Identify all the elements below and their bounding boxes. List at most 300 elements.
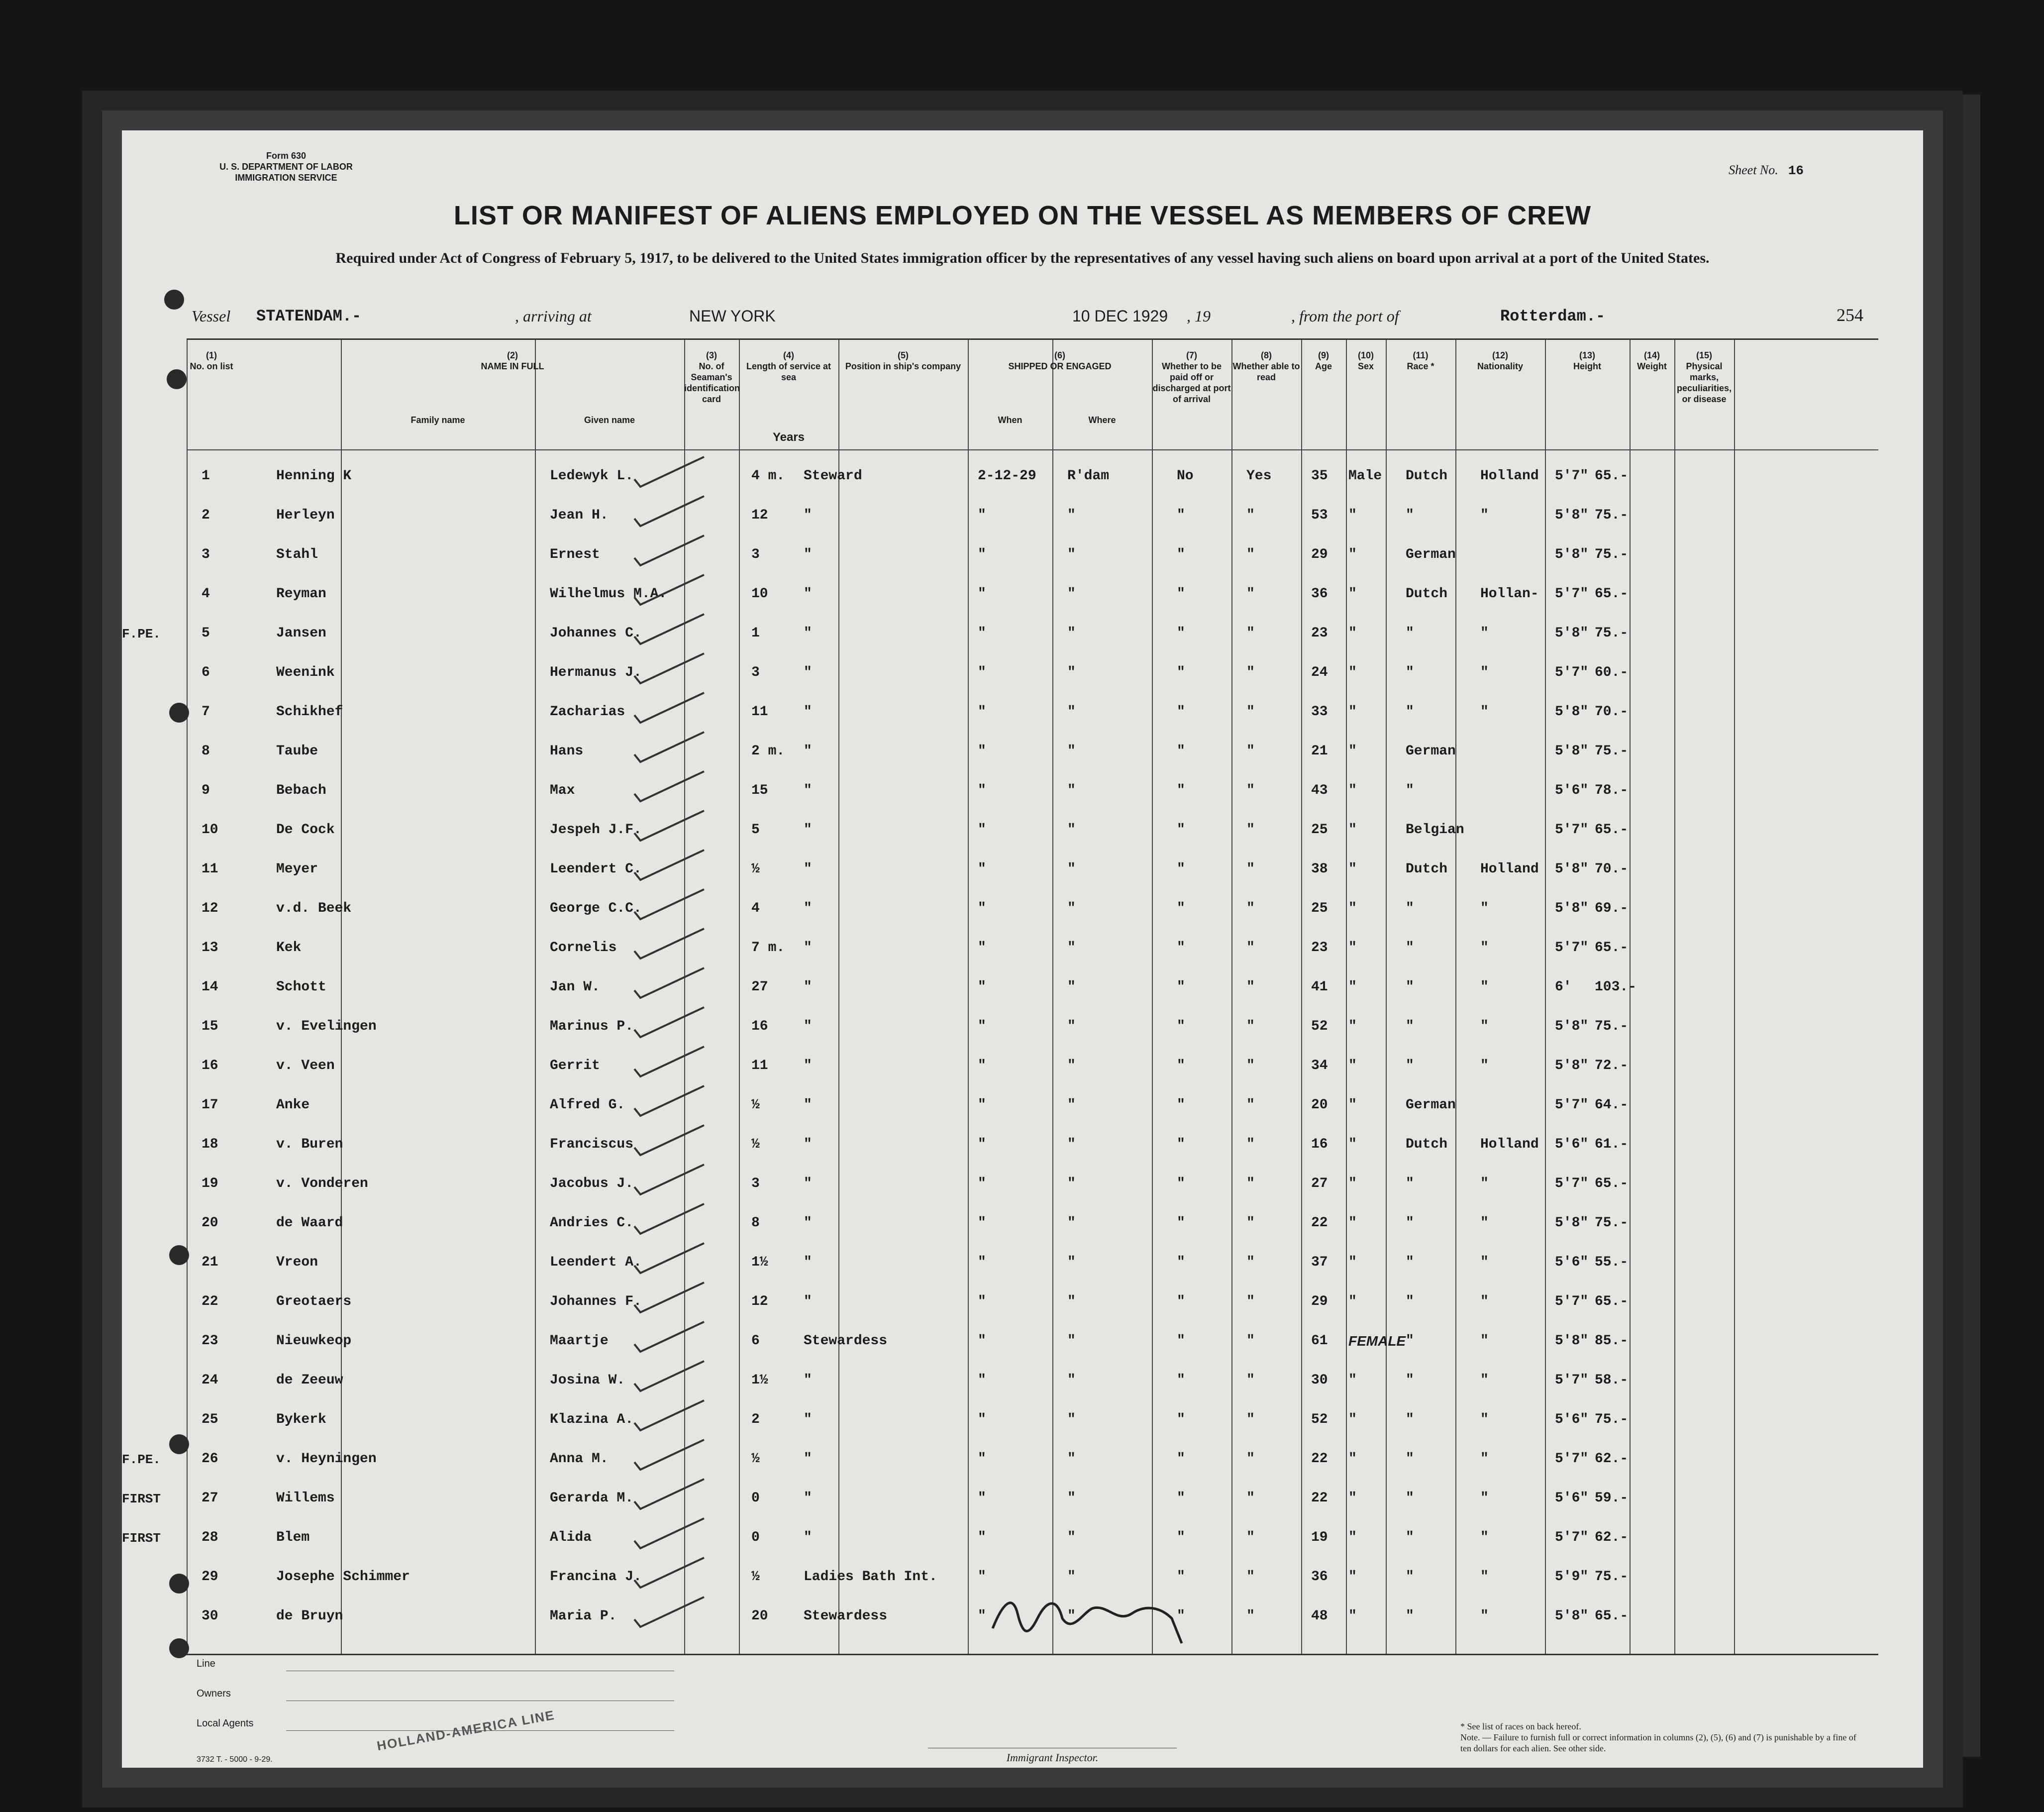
- column-number: (13): [1579, 350, 1595, 360]
- family-name: Bebach: [276, 783, 326, 798]
- column-header: [739, 350, 838, 383]
- column-header: [187, 350, 236, 372]
- arriving-label: , arriving at: [515, 307, 592, 325]
- able-to-read: ": [1246, 901, 1255, 916]
- height: 5'8": [1555, 547, 1589, 562]
- punch-hole: [169, 1245, 189, 1265]
- paid-off: ": [1177, 1491, 1185, 1506]
- able-to-read: ": [1246, 1294, 1255, 1309]
- shipped-when: ": [978, 547, 986, 562]
- sex: FEMALE: [1348, 1333, 1406, 1349]
- paid-off: ": [1177, 901, 1185, 916]
- length-of-service: 6: [751, 1333, 760, 1349]
- shipped-where: ": [1067, 586, 1076, 602]
- height: 5'7": [1555, 1294, 1589, 1309]
- ship-position: ": [804, 940, 812, 956]
- paid-off: ": [1177, 547, 1185, 562]
- column-rule: [838, 340, 839, 1654]
- length-of-service: 27: [751, 979, 768, 995]
- nationality: ": [1480, 1530, 1489, 1545]
- row-number: 30: [202, 1608, 218, 1624]
- length-of-service: 8: [751, 1215, 760, 1231]
- length-of-service: 7 m.: [751, 940, 785, 956]
- sex: ": [1348, 1569, 1357, 1585]
- column-rule: [1346, 340, 1347, 1654]
- id-card-check-icon: [629, 688, 719, 728]
- column-label: Weight: [1637, 361, 1667, 371]
- given-name: Leendert A.: [550, 1255, 642, 1270]
- height: 5'8": [1555, 1333, 1589, 1349]
- family-name: v. Evelingen: [276, 1019, 377, 1034]
- shipped-where: ": [1067, 1333, 1076, 1349]
- shipped-when: ": [978, 1294, 986, 1309]
- service-name: IMMIGRATION SERVICE: [235, 173, 337, 183]
- family-name: Schott: [276, 979, 326, 995]
- family-name: Stahl: [276, 547, 318, 562]
- height: 5'8": [1555, 861, 1589, 877]
- age: 27: [1311, 1176, 1328, 1191]
- paid-off: ": [1177, 744, 1185, 759]
- family-name: v. Vonderen: [276, 1176, 368, 1191]
- margin-note: F.PE.: [122, 627, 161, 641]
- given-name: Franciscus: [550, 1137, 634, 1152]
- weight: 60.-: [1595, 665, 1629, 680]
- margin-note: F.PE.: [122, 1452, 161, 1467]
- vessel-name: STATENDAM.-: [256, 307, 362, 325]
- given-name: Maartje: [550, 1333, 609, 1349]
- length-of-service: 11: [751, 704, 768, 720]
- able-to-read: ": [1246, 626, 1255, 641]
- shipped-where: ": [1067, 665, 1076, 680]
- able-to-read: Yes: [1246, 468, 1272, 484]
- able-to-read: ": [1246, 1215, 1255, 1231]
- weight: 75.-: [1595, 744, 1629, 759]
- column-label: Length of service at sea: [746, 361, 831, 382]
- age: 21: [1311, 744, 1328, 759]
- family-name: Willems: [276, 1491, 335, 1506]
- length-of-service: 1½: [751, 1373, 768, 1388]
- family-name: de Bruyn: [276, 1608, 343, 1624]
- shipped-where: ": [1067, 1530, 1076, 1545]
- sex: ": [1348, 704, 1357, 720]
- family-name: Vreon: [276, 1255, 318, 1270]
- column-label: NAME IN FULL: [481, 361, 544, 371]
- weight: 61.-: [1595, 1137, 1629, 1152]
- given-name: Hermanus J.: [550, 665, 642, 680]
- given-name: Alida: [550, 1530, 592, 1545]
- length-of-service: 16: [751, 1019, 768, 1034]
- column-header: [341, 350, 684, 372]
- paid-off: ": [1177, 665, 1185, 680]
- given-name: Leendert C.: [550, 861, 642, 877]
- column-label: Family name: [410, 415, 465, 425]
- given-name: Maria P.: [550, 1608, 617, 1624]
- sex: ": [1348, 1294, 1357, 1309]
- given-name: Gerrit: [550, 1058, 600, 1073]
- length-of-service: ½: [751, 1451, 760, 1467]
- column-label: Position in ship's company: [845, 361, 961, 371]
- given-name: Ledewyk L.: [550, 468, 634, 484]
- shipped-when: ": [978, 1255, 986, 1270]
- id-card-check-icon: [629, 452, 719, 492]
- sex: ": [1348, 901, 1357, 916]
- column-label: Whether to be paid off or discharged at port of arrival: [1152, 361, 1231, 404]
- nationality: ": [1480, 665, 1489, 680]
- sex: ": [1348, 1019, 1357, 1034]
- column-label: Physical marks, peculiarities, or disease: [1676, 361, 1732, 404]
- race: ": [1406, 901, 1414, 916]
- column-number: (2): [507, 350, 518, 360]
- race: ": [1406, 1215, 1414, 1231]
- id-card-check-icon: [629, 1435, 719, 1475]
- age: 25: [1311, 901, 1328, 916]
- manifest-sheet: [122, 130, 1923, 1768]
- race: ": [1406, 1294, 1414, 1309]
- weight: 75.-: [1595, 1569, 1629, 1585]
- paid-off: ": [1177, 1530, 1185, 1545]
- column-number: (12): [1492, 350, 1508, 360]
- shipped-where: ": [1067, 1412, 1076, 1427]
- age: 25: [1311, 822, 1328, 838]
- given-name: Klazina A.: [550, 1412, 634, 1427]
- race: ": [1406, 1019, 1414, 1034]
- ship-position: ": [804, 979, 812, 995]
- height: 5'6": [1555, 1137, 1589, 1152]
- weight: 58.-: [1595, 1373, 1629, 1388]
- length-of-service: 10: [751, 586, 768, 602]
- age: 19: [1311, 1530, 1328, 1545]
- row-number: 19: [202, 1176, 218, 1191]
- id-card-check-icon: [629, 1356, 719, 1396]
- height: 5'7": [1555, 1097, 1589, 1113]
- age: 22: [1311, 1215, 1328, 1231]
- able-to-read: ": [1246, 783, 1255, 798]
- column-rule: [187, 340, 188, 1654]
- column-label: Given name: [584, 415, 635, 425]
- shipped-where: ": [1067, 1255, 1076, 1270]
- ship-position: ": [804, 547, 812, 562]
- column-rule: [1231, 340, 1232, 1654]
- height: 5'9": [1555, 1569, 1589, 1585]
- family-name: Henning K: [276, 468, 352, 484]
- id-card-check-icon: [629, 1160, 719, 1199]
- shipped-where: ": [1067, 704, 1076, 720]
- given-name: Zacharias: [550, 704, 625, 720]
- footnote-races: * See list of races on back hereof.: [1460, 1721, 1581, 1731]
- race: Dutch: [1406, 586, 1448, 602]
- shipped-when: ": [978, 665, 986, 680]
- column-label: Age: [1315, 361, 1332, 371]
- line-label: Line: [197, 1658, 215, 1669]
- length-of-service: 12: [751, 1294, 768, 1309]
- footnote: [1460, 1721, 1858, 1754]
- shipped-where: ": [1067, 744, 1076, 759]
- nationality: ": [1480, 704, 1489, 720]
- row-number: 17: [202, 1097, 218, 1113]
- able-to-read: ": [1246, 1137, 1255, 1152]
- paid-off: ": [1177, 1176, 1185, 1191]
- given-name: Max: [550, 783, 575, 798]
- ship-position: ": [804, 744, 812, 759]
- able-to-read: ": [1246, 1451, 1255, 1467]
- column-number: (5): [898, 350, 909, 360]
- row-number: 23: [202, 1333, 218, 1349]
- given-name: George C.C.: [550, 901, 642, 916]
- ship-position: ": [804, 1215, 812, 1231]
- shipped-where: ": [1067, 1097, 1076, 1113]
- age: 23: [1311, 940, 1328, 956]
- nationality: ": [1480, 1373, 1489, 1388]
- margin-note: FIRST: [122, 1531, 161, 1546]
- age: 36: [1311, 1569, 1328, 1585]
- row-number: 28: [202, 1530, 218, 1545]
- length-of-service: 5: [751, 822, 760, 838]
- id-card-check-icon: [629, 491, 719, 531]
- race: Belgian: [1406, 822, 1464, 838]
- height: 5'8": [1555, 1608, 1589, 1624]
- column-header: [1346, 350, 1386, 372]
- id-card-check-icon: [629, 963, 719, 1003]
- paid-off: ": [1177, 508, 1185, 523]
- height: 5'7": [1555, 1176, 1589, 1191]
- age: 41: [1311, 979, 1328, 995]
- able-to-read: ": [1246, 822, 1255, 838]
- column-number: (11): [1413, 350, 1429, 360]
- weight: 65.-: [1595, 1294, 1629, 1309]
- column-header: [684, 350, 739, 405]
- ship-position: ": [804, 1019, 812, 1034]
- row-number: 5: [202, 626, 210, 641]
- paid-off: ": [1177, 1255, 1185, 1270]
- length-of-service: 2: [751, 1412, 760, 1427]
- column-rule: [1455, 340, 1456, 1654]
- column-rule: [1052, 340, 1053, 1654]
- arrival-date: 10 DEC 1929: [1072, 307, 1168, 325]
- shipped-where: ": [1067, 1373, 1076, 1388]
- sex: ": [1348, 1215, 1357, 1231]
- family-name: Anke: [276, 1097, 310, 1113]
- family-name: De Cock: [276, 822, 335, 838]
- race: ": [1406, 979, 1414, 995]
- weight: 75.-: [1595, 1215, 1629, 1231]
- given-name: Francina J.: [550, 1569, 642, 1585]
- shipped-where: ": [1067, 1569, 1076, 1585]
- family-name: Bykerk: [276, 1412, 326, 1427]
- shipped-when: ": [978, 1569, 986, 1585]
- given-name: Josina W.: [550, 1373, 625, 1388]
- nationality: ": [1480, 1176, 1489, 1191]
- sex: ": [1348, 1412, 1357, 1427]
- length-of-service: 3: [751, 1176, 760, 1191]
- race: ": [1406, 1530, 1414, 1545]
- column-number: (7): [1186, 350, 1197, 360]
- shipped-where: ": [1067, 1215, 1076, 1231]
- race: ": [1406, 1373, 1414, 1388]
- column-header: [1545, 350, 1630, 372]
- family-name: Taube: [276, 744, 318, 759]
- age: 22: [1311, 1451, 1328, 1467]
- row-number: 9: [202, 783, 210, 798]
- height: 6': [1555, 979, 1572, 995]
- paid-off: ": [1177, 1412, 1185, 1427]
- document-subtitle: Required under Act of Congress of February 5, 1917, to be delivered to the United States immigration officer by the representatives of any vessel having such aliens on board upon arrival at a port of the United States.: [335, 250, 1710, 266]
- length-of-service: 4: [751, 901, 760, 916]
- family-name: v.d. Beek: [276, 901, 352, 916]
- race: ": [1406, 704, 1414, 720]
- family-name: Jansen: [276, 626, 326, 641]
- paid-off: ": [1177, 626, 1185, 641]
- sex: ": [1348, 744, 1357, 759]
- punch-hole: [169, 703, 189, 723]
- nationality: ": [1480, 1451, 1489, 1467]
- column-number: (9): [1318, 350, 1329, 360]
- sex: ": [1348, 1491, 1357, 1506]
- shipped-when: ": [978, 1530, 986, 1545]
- vessel-label: Vessel: [192, 307, 231, 325]
- family-name: Herleyn: [276, 508, 335, 523]
- sheet-number-value: 16: [1788, 163, 1804, 178]
- weight: 69.-: [1595, 901, 1629, 916]
- nationality: ": [1480, 1333, 1489, 1349]
- agents-label: Local Agents: [197, 1718, 254, 1729]
- nationality: ": [1480, 1608, 1489, 1624]
- weight: 65.-: [1595, 1176, 1629, 1191]
- shipped-when: ": [978, 1491, 986, 1506]
- sex: ": [1348, 1608, 1357, 1624]
- column-header: [1152, 350, 1231, 405]
- id-card-check-icon: [629, 1002, 719, 1042]
- weight: 64.-: [1595, 1097, 1629, 1113]
- height: 5'8": [1555, 508, 1589, 523]
- shipped-where: ": [1067, 1019, 1076, 1034]
- nationality: ": [1480, 1058, 1489, 1073]
- height: 5'8": [1555, 744, 1589, 759]
- family-name: Blem: [276, 1530, 310, 1545]
- paid-off: No: [1177, 468, 1194, 484]
- column-rule: [1734, 340, 1735, 1654]
- port-label: , from the port of: [1291, 307, 1399, 325]
- column-rule: [1301, 340, 1302, 1654]
- length-of-service: 3: [751, 665, 760, 680]
- column-header: [341, 415, 535, 426]
- row-number: 27: [202, 1491, 218, 1506]
- ship-position: ": [804, 783, 812, 798]
- sex: ": [1348, 861, 1357, 877]
- column-header: [1052, 415, 1152, 426]
- column-number: (6): [1054, 350, 1065, 360]
- id-card-check-icon: [629, 1317, 719, 1357]
- column-header: [1231, 350, 1301, 383]
- weight: 75.-: [1595, 1412, 1629, 1427]
- able-to-read: ": [1246, 1097, 1255, 1113]
- race: ": [1406, 1333, 1414, 1349]
- ship-position: ": [804, 1530, 812, 1545]
- column-header: [968, 350, 1152, 372]
- ship-position: ": [804, 1058, 812, 1073]
- column-number: (15): [1696, 350, 1712, 360]
- page-number: 254: [1837, 305, 1863, 325]
- given-name: Marinus P.: [550, 1019, 634, 1034]
- sex: ": [1348, 508, 1357, 523]
- age: 16: [1311, 1137, 1328, 1152]
- shipped-when: ": [978, 1176, 986, 1191]
- column-rule: [968, 340, 969, 1654]
- column-label: No. of Seaman's identification card: [684, 361, 740, 404]
- shipped-where: R'dam: [1067, 468, 1110, 484]
- given-name: Johannes C.: [550, 626, 642, 641]
- inspector-label: Immigrant Inspector.: [928, 1748, 1177, 1764]
- race: ": [1406, 1608, 1414, 1624]
- given-name: Hans: [550, 744, 584, 759]
- punch-hole: [169, 1434, 189, 1454]
- id-card-check-icon: [629, 1592, 719, 1632]
- family-name: Schikhef: [276, 704, 343, 720]
- sex: ": [1348, 547, 1357, 562]
- column-label: Nationality: [1477, 361, 1523, 371]
- column-header: [535, 415, 684, 426]
- age: 29: [1311, 547, 1328, 562]
- sex: ": [1348, 1451, 1357, 1467]
- column-number: (8): [1261, 350, 1272, 360]
- row-number: 26: [202, 1451, 218, 1467]
- sheet-number-label: Sheet No.: [1729, 163, 1778, 177]
- age: 35: [1311, 468, 1328, 484]
- paid-off: ": [1177, 1569, 1185, 1585]
- nationality: ": [1480, 1569, 1489, 1585]
- able-to-read: ": [1246, 1608, 1255, 1624]
- length-of-service: 20: [751, 1608, 768, 1624]
- race: ": [1406, 783, 1414, 798]
- punch-hole: [169, 1638, 189, 1658]
- height: 5'6": [1555, 1412, 1589, 1427]
- paid-off: ": [1177, 1137, 1185, 1152]
- able-to-read: ": [1246, 1176, 1255, 1191]
- ship-position: ": [804, 1255, 812, 1270]
- paid-off: ": [1177, 1019, 1185, 1034]
- margin-note: FIRST: [122, 1492, 161, 1506]
- sex: ": [1348, 979, 1357, 995]
- length-of-service: 1½: [751, 1255, 768, 1270]
- weight: 70.-: [1595, 861, 1629, 877]
- shipped-where: ": [1067, 1176, 1076, 1191]
- id-card-check-icon: [629, 1395, 719, 1435]
- race: German: [1406, 1097, 1456, 1113]
- punch-hole: [167, 369, 187, 389]
- column-label: SHIPPED OR ENGAGED: [1008, 361, 1112, 371]
- column-header: [838, 350, 968, 372]
- length-of-service: 2 m.: [751, 744, 785, 759]
- row-number: 13: [202, 940, 218, 956]
- row-number: 29: [202, 1569, 218, 1585]
- given-name: Cornelis: [550, 940, 617, 956]
- years-label: Years: [772, 430, 805, 444]
- age: 38: [1311, 861, 1328, 877]
- shipped-when: ": [978, 1058, 986, 1073]
- ship-position: ": [804, 1137, 812, 1152]
- nationality: ": [1480, 626, 1489, 641]
- row-number: 20: [202, 1215, 218, 1231]
- able-to-read: ": [1246, 547, 1255, 562]
- given-name: Jean H.: [550, 508, 609, 523]
- race: ": [1406, 1569, 1414, 1585]
- able-to-read: ": [1246, 1058, 1255, 1073]
- nationality: ": [1480, 979, 1489, 995]
- given-name: Jespeh J.F.: [550, 822, 642, 838]
- shipped-when: ": [978, 508, 986, 523]
- height: 5'8": [1555, 626, 1589, 641]
- race: ": [1406, 1412, 1414, 1427]
- paid-off: ": [1177, 586, 1185, 602]
